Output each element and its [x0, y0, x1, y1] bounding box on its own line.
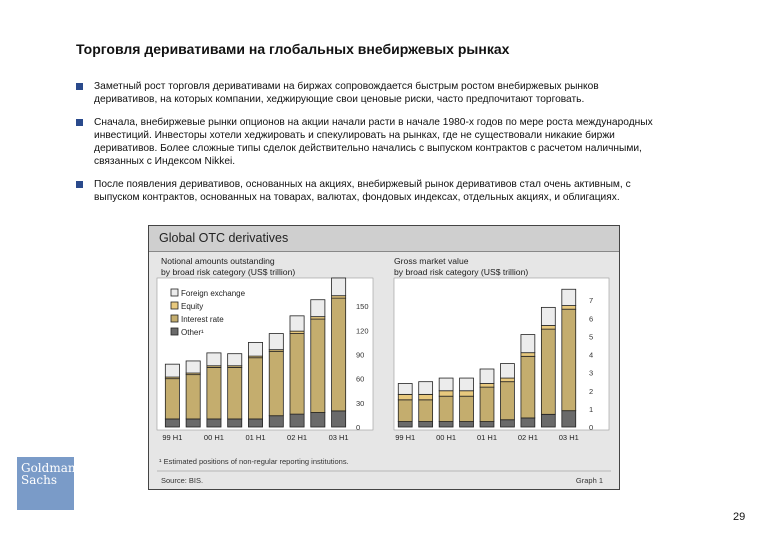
bar-segment	[290, 414, 304, 427]
y-tick-label: 4	[589, 350, 594, 360]
graph-label: Graph 1	[575, 476, 603, 485]
bar-segment	[521, 418, 535, 427]
legend-label: Foreign exchange	[181, 289, 246, 298]
bar-segment	[419, 400, 433, 422]
bar-segment	[311, 413, 325, 428]
bullet-line: Заметный рост торговля деривативами на биржах сопровождается быстрым ростом внебиржевых рынков	[94, 81, 599, 92]
logo-text-line: Goldman	[21, 461, 76, 475]
bar-segment	[460, 396, 474, 421]
y-tick-label: 120	[356, 326, 369, 336]
bar-segment	[562, 306, 576, 310]
y-tick-label: 2	[589, 386, 594, 396]
bar-segment	[480, 384, 494, 388]
y-tick-label: 90	[356, 350, 365, 360]
bar-segment	[332, 298, 346, 411]
bar-segment	[398, 422, 412, 427]
bar-segment	[500, 364, 514, 379]
bar-segment	[480, 369, 494, 384]
bar-segment	[460, 422, 474, 427]
chart-title: Global OTC derivatives	[159, 231, 289, 245]
bar-segment	[541, 414, 555, 427]
legend-swatch	[171, 289, 178, 296]
x-tick-label: 99 H1	[395, 433, 416, 442]
bar-segment	[500, 378, 514, 382]
bar-segment	[311, 300, 325, 317]
bullet-line: инвестиций. Инвесторы хотели хеджировать и спекулировать на рынках, где не существовали никакие биржи	[94, 130, 615, 141]
x-tick-label: 03 H1	[558, 433, 579, 442]
page-number: 29	[733, 511, 746, 523]
y-tick-label: 1	[589, 404, 594, 414]
bullet-square-icon	[76, 119, 83, 126]
logo-text-line: Sachs	[21, 473, 57, 487]
bullet-item-1	[76, 80, 766, 106]
y-tick-label: 0	[589, 423, 594, 432]
legend-label: Interest rate	[181, 315, 224, 324]
bar-segment	[269, 351, 283, 415]
y-tick-label: 150	[356, 302, 369, 312]
bullet-line: После появления деривативов, основанных на акциях, внебиржевый рынок деривативов стал очень активным, с	[94, 179, 631, 190]
bar-segment	[460, 391, 474, 396]
bar-segment	[332, 278, 346, 296]
bar-segment	[562, 309, 576, 411]
y-tick-label: 3	[589, 368, 594, 378]
bar-segment	[248, 419, 262, 427]
x-tick-label: 99 H1	[162, 433, 183, 442]
x-tick-label: 00 H1	[436, 433, 457, 442]
bar-segment	[439, 391, 453, 396]
bar-segment	[332, 411, 346, 427]
bar-segment	[269, 334, 283, 350]
bar-segment	[207, 367, 221, 419]
bar-segment	[480, 422, 494, 427]
bullet-item-2	[76, 116, 766, 168]
x-tick-label: 03 H1	[328, 433, 349, 442]
bullet-line: деривативов. Более сложные типы сделок действительно начались с выпуском контрактов с расчетом наличными,	[94, 143, 642, 154]
y-tick-label: 5	[589, 332, 594, 342]
bar-segment	[290, 334, 304, 415]
bar-segment	[562, 411, 576, 427]
bullet-line: деривативов, на которых компании, хеджирующие свои ценовые риски, часто предпочитают торговать.	[94, 94, 585, 105]
bullet-item-3	[76, 178, 766, 204]
panel-title: Notional amounts outstanding	[161, 256, 275, 266]
slide-title: Торговля деривативами на глобальных внебиржевых рынках	[76, 41, 510, 57]
bar-segment	[500, 420, 514, 427]
y-tick-label: 0	[356, 423, 361, 432]
bar-segment	[562, 289, 576, 305]
bar-segment	[398, 384, 412, 395]
chart-canvas	[149, 226, 619, 489]
otc-chart-figure	[148, 225, 620, 490]
bar-segment	[165, 419, 179, 427]
bar-segment	[439, 396, 453, 421]
bar-segment	[290, 316, 304, 331]
bullet-list	[76, 80, 766, 214]
bar-segment	[460, 378, 474, 391]
bar-segment	[521, 356, 535, 418]
y-tick-label: 6	[589, 314, 594, 324]
bar-segment	[439, 378, 453, 391]
bar-segment	[398, 400, 412, 422]
bar-segment	[541, 307, 555, 325]
bar-segment	[419, 382, 433, 395]
y-tick-label: 7	[589, 296, 594, 306]
bar-segment	[521, 353, 535, 357]
panel-title: Gross market value	[394, 256, 469, 266]
bar-segment	[165, 379, 179, 419]
bar-segment	[480, 387, 494, 421]
x-tick-label: 02 H1	[517, 433, 538, 442]
bar-segment	[186, 419, 200, 427]
panel-subtitle: by broad risk category (US$ trillion)	[161, 267, 296, 277]
y-tick-label: 30	[356, 398, 365, 408]
bar-segment	[541, 326, 555, 330]
bar-segment	[207, 353, 221, 366]
legend-swatch	[171, 315, 178, 322]
bullet-line: Сначала, внебиржевые рынки опционов на акции начали расти в начале 1980-х годов по мере роста международных	[94, 117, 653, 128]
legend-label: Equity	[181, 302, 204, 311]
x-tick-label: 01 H1	[476, 433, 498, 442]
bar-segment	[228, 419, 242, 427]
bar-segment	[541, 329, 555, 414]
bullet-line: связанных с Индексом Nikkei.	[94, 156, 236, 167]
goldman-sachs-logo	[17, 457, 74, 510]
bar-segment	[500, 382, 514, 420]
x-tick-label: 00 H1	[203, 433, 224, 442]
bullet-square-icon	[76, 181, 83, 188]
bullet-line: выпуском контрактов, основанных на товарах, валютах, фондовых индексах, отдельных акциях, и облигациях.	[94, 192, 620, 203]
legend-swatch	[171, 302, 178, 309]
bar-segment	[207, 419, 221, 427]
bar-segment	[165, 364, 179, 377]
bar-segment	[419, 422, 433, 427]
bar-segment	[521, 335, 535, 353]
bar-segment	[228, 354, 242, 366]
chart-source: Source: BIS.	[161, 476, 204, 485]
bar-segment	[419, 394, 433, 399]
bar-segment	[248, 358, 262, 419]
chart-footnote: ¹ Estimated positions of non-regular reporting institutions.	[159, 457, 349, 466]
bar-segment	[311, 319, 325, 412]
legend-label: Other¹	[181, 328, 204, 337]
bar-segment	[186, 375, 200, 419]
bar-segment	[398, 394, 412, 399]
x-tick-label: 02 H1	[287, 433, 308, 442]
bar-segment	[186, 361, 200, 373]
bar-segment	[269, 416, 283, 427]
bar-segment	[248, 342, 262, 356]
y-tick-label: 60	[356, 374, 365, 384]
x-tick-label: 01 H1	[245, 433, 266, 442]
panel-subtitle: by broad risk category (US$ trillion)	[394, 267, 529, 277]
legend-swatch	[171, 328, 178, 335]
bullet-square-icon	[76, 83, 83, 90]
bar-segment	[439, 422, 453, 427]
bar-segment	[228, 367, 242, 419]
